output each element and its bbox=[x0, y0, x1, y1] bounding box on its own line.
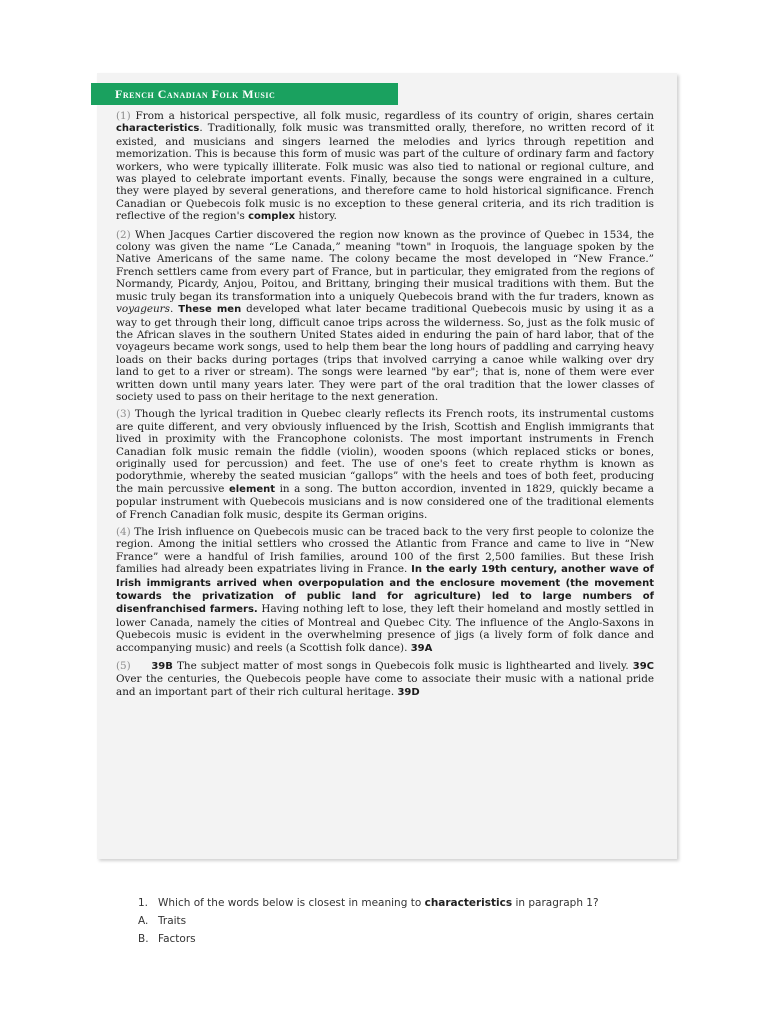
paragraph-number: (2) bbox=[116, 228, 131, 241]
paragraph-number: (1) bbox=[116, 110, 131, 122]
answer-option-a[interactable] bbox=[138, 912, 599, 930]
paragraph-text: Over the centuries, the Quebecois people have come to associate their music with a national pride and an important part of their rich cultural heritage. bbox=[116, 673, 654, 698]
paragraph-text: developed what later became traditional Quebecois music by using it as a way to get through their long, difficult canoe trips across the wilderness. So, just as the folk music of the African slaves in the southern United States aided in enduring the pain of hard labor, that of the voyageurs became work songs, used to help them bear the long hours of paddling and carrying heavy loads on their backs during portages (trips that involved carrying a canoe while walking over dry land to get to a river or stream). The songs were learned "by ear"; that is, none of them were ever written down until many years later. They were part of the oral tradition that the lower classes of society used to pass on their heritage to the next generation. bbox=[116, 303, 654, 403]
paragraph-text: The subject matter of most songs in Quebecois folk music is lighthearted and lively. bbox=[172, 660, 633, 673]
paragraph-5 bbox=[116, 660, 654, 699]
emphasized-text: In the early 19th century, another wave of Irish immigrants arrived when overpopulation and the enclosure movement (the movement towards the privatization of public land for agriculture) led to large numbers of disenfranchised farmers. bbox=[116, 564, 654, 616]
emphasized-text: characteristics bbox=[116, 123, 200, 135]
paragraph-text: When Jacques Cartier discovered the region now known as the province of Quebec in 1534, the colony was given the name “Le Canada,” meaning "town" in Iroquois, the language spoken by the Native Americans of the same name. The colony became the most developed in “New France.” French settlers came from every part of France, but in particular, they emigrated from the regions of Normandy, Picardy, Anjou, Poitou, and Brittany, bringing their musical traditions with them. But the music truly began its transformation into a uniquely Quebecois brand with the fur traders, known as bbox=[116, 228, 654, 303]
question-text-after: in paragraph 1? bbox=[512, 897, 599, 909]
passage-panel bbox=[97, 73, 677, 859]
emphasized-text: voyageurs bbox=[116, 303, 170, 316]
paragraph-number: (5) bbox=[116, 660, 131, 673]
paragraph-3 bbox=[116, 408, 654, 521]
paragraph-text: Though the lyrical tradition in Quebec clearly reflects its French roots, its instrumental customs are quite different, and very obviously influenced by the Irish, Scottish and English immigrants that lived in proximity with the Francophone colonists. The most important instruments in French Canadian folk music remain the fiddle (violin), wooden spoons (which replaced sticks or bones, originally used for percussion) and feet. The use of one's feet to create rhythm is known as podorythmie, whereby the seated musician “gallops” with the heels and toes of both feet, producing the main percussive bbox=[116, 408, 654, 495]
emphasized-text: complex bbox=[248, 211, 296, 223]
question-text-before: Which of the words below is closest in meaning to bbox=[158, 897, 425, 909]
question-block bbox=[138, 894, 599, 948]
question-prompt bbox=[138, 894, 599, 912]
option-text: Factors bbox=[158, 933, 196, 945]
option-letter: B. bbox=[138, 933, 149, 945]
emphasized-text: 39C bbox=[632, 661, 655, 673]
emphasized-text: These men bbox=[178, 304, 242, 316]
emphasized-text: 39B bbox=[151, 661, 173, 673]
paragraph-text: From a historical perspective, all folk music, regardless of its country of origin, shares certain bbox=[130, 110, 654, 122]
paragraph-4 bbox=[116, 526, 654, 655]
option-letter: A. bbox=[138, 915, 149, 927]
paragraph-text: . Traditionally, folk music was transmitted orally, therefore, no written record of it existed, and musicians and singers learned the melodies and lyrics through repetition and memorization. This is because this form of music was part of the culture of ordinary farm and factory workers, who were typically illiterate. Folk music was also tied to national or regional culture, and was played to celebrate important events. Finally, because the songs were engrained in a culture, they were played by several generations, and therefore came to hold historical significance. French Canadian or Quebecois folk music is no exception to these general criteria, and its rich tradition is reflective of the region's bbox=[116, 122, 654, 223]
question-keyword: characteristics bbox=[424, 897, 513, 909]
emphasized-text: 39D bbox=[397, 686, 420, 698]
paragraph-text: The Irish influence on Quebecois music can be traced back to the very first people to colonize the region. Among the initial settlers who crossed the Atlantic from France and came to live in “New France” were a handful of Irish families, around 100 of the first 2,500 families. But these Irish families had already been expatriates living in France. bbox=[116, 526, 654, 576]
paragraph-text bbox=[131, 660, 152, 672]
option-text: Traits bbox=[158, 915, 187, 927]
paragraph-text: . bbox=[169, 303, 179, 316]
paragraph-1 bbox=[116, 110, 654, 224]
paragraph-text: in a song. The button accordion, invented in 1829, quickly became a popular instrument with Quebecois musicians and is now considered one of the traditional elements of French Canadian folk music, despite its German origins. bbox=[116, 482, 654, 521]
paragraph-number: (4) bbox=[116, 526, 131, 538]
answer-option-b[interactable] bbox=[138, 930, 599, 948]
paragraph-text: Having nothing left to lose, they left their homeland and mostly settled in lower Canada, namely the cities of Montreal and Quebec City. The influence of the Anglo-Saxons in Quebecois music is evident in the overwhelming presence of jigs (a lively form of folk dance and accompanying music) and reels (a Scottish folk dance). bbox=[116, 603, 654, 654]
paragraph-2 bbox=[116, 229, 654, 404]
paragraph-number: (3) bbox=[116, 408, 131, 421]
question-number: 1. bbox=[138, 897, 149, 909]
emphasized-text: element bbox=[228, 483, 276, 495]
emphasized-text: 39A bbox=[410, 642, 433, 654]
passage-title: French Canadian Folk Music bbox=[91, 83, 398, 105]
paragraph-text: history. bbox=[295, 210, 337, 223]
passage-text bbox=[116, 110, 654, 704]
